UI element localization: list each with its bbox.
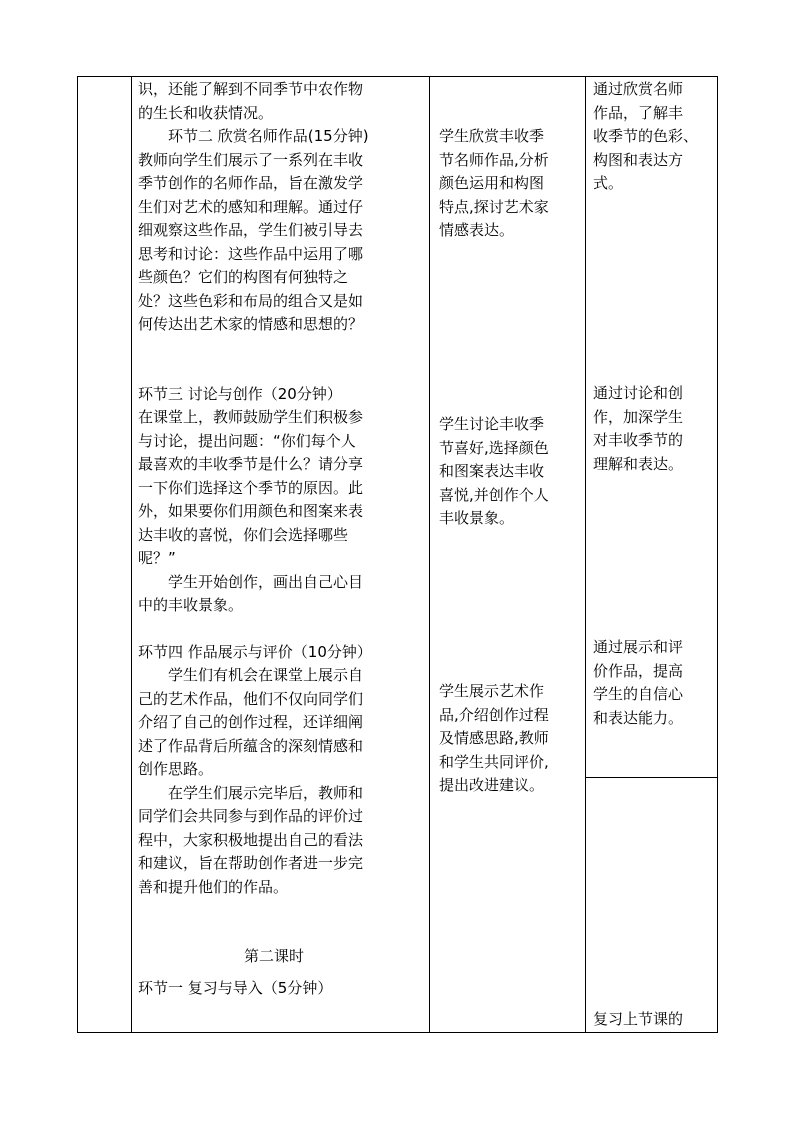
text-line: 一下你们选择这个季节的原因。此 [138,478,364,497]
table-bottom-border [77,1032,718,1033]
second-lesson-title: 第二课时 [244,947,305,965]
text-line: 及情感思路,教师 [439,729,549,747]
text-line: 中的丰收景象。 [138,596,244,614]
text-line: 和图案表达丰收 [439,462,545,480]
section-heading: 环节一 复习与导入（5分钟） [138,978,333,997]
text-line: 程中，大家积极地提出自己的看法 [138,830,364,849]
design-intent-block-3 [593,636,683,730]
text-line: 学生展示艺术作 [439,682,545,700]
text-line: 述了作品背后所蕴含的深刻情感和 [138,736,364,755]
text-line: 式。 [593,174,624,192]
text-line: 提出改进建议。 [439,776,545,794]
text-line: 作，加深学生 [593,407,684,426]
text-line: 学生讨论丰收季 [439,415,545,433]
text-line: 学生开始创作，画出自己心目 [168,572,364,591]
teaching-process-column [138,78,372,1000]
table-top-border [77,76,718,77]
text-line: 在课堂上，教师鼓励学生们积极参 [138,408,364,426]
text-line: 达丰收的喜悦，你们会选择哪些 [138,525,349,544]
text-line: 善和提升他们的作品。 [138,877,289,896]
text-line: 理解和表达。 [593,454,684,473]
table-border-left [77,76,78,1032]
design-intent-block-2 [593,382,683,476]
text-line: 颜色运用和构图 [439,174,545,192]
column-divider-3 [585,76,586,1032]
text-line: 最喜欢的丰收季节是什么？请分享 [138,455,364,473]
intent-cell-divider [585,777,718,778]
text-line: 何传达出艺术家的情感和思想的？ [138,315,364,333]
student-activity-block-3 [439,680,549,798]
text-line: 和表达能力。 [593,708,684,727]
text-line: 和学生共同评价, [439,752,549,771]
text-line: 创作思路。 [138,760,214,778]
text-line: 己的艺术作品，他们不仅向同学们 [138,689,364,708]
text-line: 通过讨论和创 [593,384,684,402]
section-heading: 环节二 欣赏名师作品(15分钟) [168,127,369,145]
text-line: 通过展示和评 [593,638,684,656]
column-divider-1 [131,76,132,1032]
text-line: 作品，了解丰 [593,103,684,122]
text-line: 介绍了自己的创作过程，还详细阐 [138,713,364,731]
text-line: 节喜好,选择颜色 [439,438,549,457]
text-line: 复习上节课的 [593,1010,684,1028]
text-line: 喜悦,并创作个人 [439,485,549,504]
text-line: 特点,探讨艺术家 [439,197,549,216]
text-line: 与讨论，提出问题：“你们每个人 [138,431,356,450]
column-divider-2 [429,76,430,1032]
text-line: 通过欣赏名师 [593,80,684,98]
text-line: 细观察这些作品，学生们被引导去 [138,221,364,239]
student-activity-block-2 [439,413,549,531]
text-line: 处？这些色彩和布局的组合又是如 [138,291,364,310]
text-line: 些颜色？它们的构图有何独特之 [138,268,349,286]
text-line: 构图和表达方 [593,150,684,169]
text-line: 收季节的色彩、 [593,127,699,145]
text-line: 学生们有机会在课堂上展示自 [168,666,364,684]
text-line: 在学生们展示完毕后，教师和 [168,783,364,802]
text-line: 识，还能了解到不同季节中农作物 [138,80,364,98]
text-line: 的生长和收获情况。 [138,103,274,122]
section-heading: 环节四 作品展示与评价（10分钟） [138,642,372,661]
text-line: 丰收景象。 [439,509,515,527]
text-line: 外，如果要你们用颜色和图案来表 [138,502,364,520]
text-line: 生们对艺术的感知和理解。通过仔 [138,197,364,216]
text-line: 呢？” [138,549,176,567]
text-line: 情感表达。 [439,221,515,239]
text-line: 季节创作的名师作品，旨在激发学 [138,174,364,192]
design-intent-block-4 [593,1008,683,1032]
section-heading: 环节三 讨论与创作（20分钟） [138,384,342,403]
text-line: 节名师作品,分析 [439,150,549,169]
design-intent-block-1 [593,78,698,196]
text-line: 和建议，旨在帮助创作者进一步完 [138,854,364,872]
text-line: 学生欣赏丰收季 [439,127,545,145]
student-activity-block-1 [439,125,549,243]
text-line: 教师向学生们展示了一系列在丰收 [138,150,364,169]
text-line: 学生的自信心 [593,685,684,703]
table-border-right [717,76,718,1032]
text-line: 品,介绍创作过程 [439,705,549,724]
text-line: 价作品，提高 [593,661,684,680]
text-line: 对丰收季节的 [593,431,684,449]
text-line: 同学们会共同参与到作品的评价过 [138,807,364,825]
text-line: 思考和讨论：这些作品中运用了哪 [138,244,364,263]
